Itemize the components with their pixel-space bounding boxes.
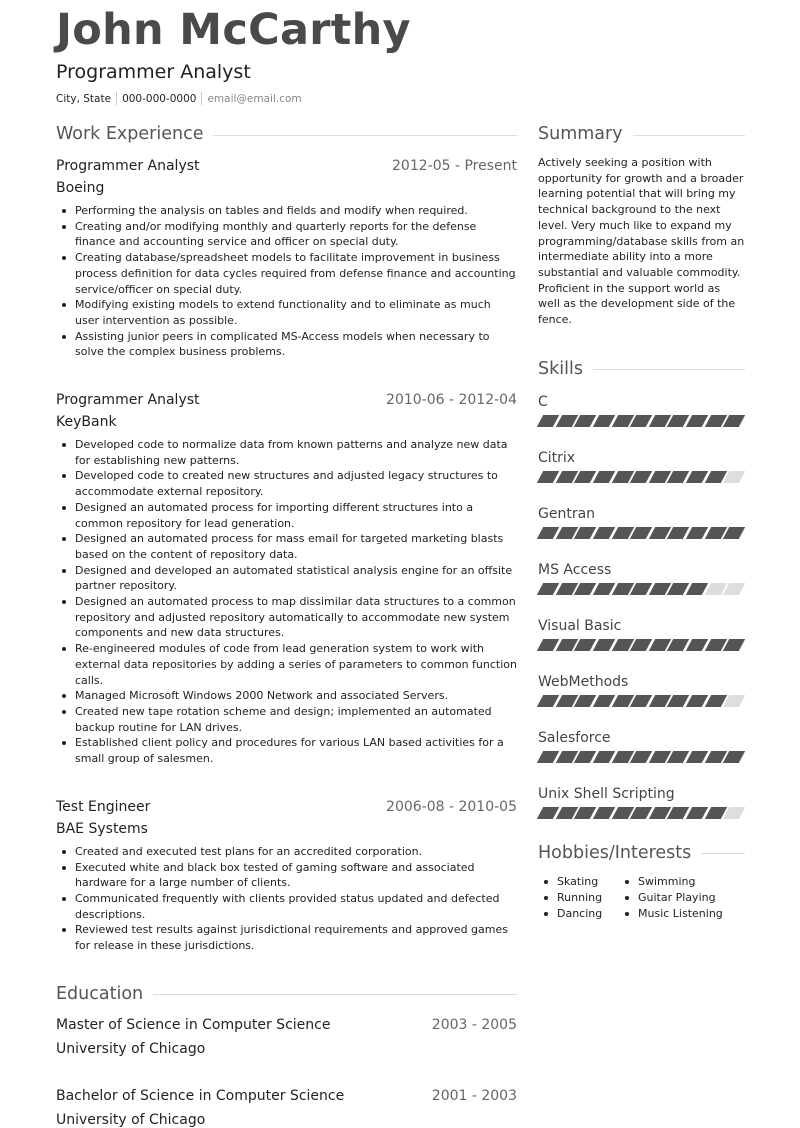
contact-line <box>56 92 756 105</box>
bullet-item: Re-engineered modules of code from lead generation system to work with external data repositories by adding a series of parameters to common function calls. <box>56 641 517 688</box>
school-name: University of Chicago <box>56 1040 206 1057</box>
hobbies-column <box>538 874 619 922</box>
job-header <box>56 797 517 817</box>
skill-item <box>538 785 745 819</box>
skill-level-bar <box>540 415 745 427</box>
skill-item <box>538 505 745 539</box>
company-name: BAE Systems <box>56 820 148 837</box>
skill-item <box>538 729 745 763</box>
education-date: 2001 - 2003 <box>431 1087 517 1104</box>
phone: 000-000-0000 <box>122 92 197 105</box>
bullet-item: Performing the analysis on tables and fields and modify when required. <box>56 203 517 219</box>
skills-list <box>538 393 745 819</box>
hobbies-heading <box>538 841 745 865</box>
skill-name: Gentran <box>538 505 596 522</box>
education-header <box>56 1086 517 1106</box>
job-date: 2006-08 - 2010-05 <box>386 798 517 815</box>
bullet-item: Designed an automated process for mass email for targeted marketing blasts based on the content of repository data. <box>56 531 517 562</box>
email[interactable]: email@email.com <box>207 92 302 105</box>
work-experience-heading <box>56 122 517 146</box>
job-list <box>56 156 517 954</box>
bullet-item: Established client policy and procedures for various LAN based activities for a small group of salesmen. <box>56 735 517 766</box>
skill-level-bar <box>540 695 745 707</box>
skill-item <box>538 561 745 595</box>
job-title: Programmer Analyst <box>56 158 200 174</box>
bullet-item: Created and executed test plans for an accredited corporation. <box>56 844 517 860</box>
skill-level-bar <box>540 807 745 819</box>
candidate-title: Programmer Analyst <box>56 61 251 83</box>
hobby-item: Skating <box>538 874 619 890</box>
contact-divider <box>116 92 117 105</box>
skill-item <box>538 449 745 483</box>
bullet-item: Communicated frequently with clients provided status updated and defected descriptions. <box>56 891 517 922</box>
section-title: Skills <box>538 358 583 379</box>
skill-name: Salesforce <box>538 729 611 746</box>
skills-heading <box>538 357 745 381</box>
section-title: Summary <box>538 124 623 144</box>
job-bullets <box>56 437 517 767</box>
hobbies-column <box>619 874 723 922</box>
skill-name: MS Access <box>538 561 612 578</box>
section-title: Hobbies/Interests <box>538 842 692 863</box>
education-heading <box>56 982 517 1006</box>
hobby-item: Guitar Playing <box>619 890 723 906</box>
skill-item <box>538 393 745 427</box>
bullet-item: Developed code to created new structures and adjusted legacy structures to accommodate external repository. <box>56 468 517 499</box>
job-bullets <box>56 203 517 360</box>
section-rule <box>633 135 745 136</box>
contact-divider <box>201 92 202 105</box>
education-entry <box>56 1015 517 1061</box>
job-entry <box>56 797 517 954</box>
job-header <box>56 390 517 410</box>
bullet-item: Assisting junior peers in complicated MS-Access models when necessary to solve the complex business problems. <box>56 329 517 360</box>
resume-header <box>56 0 756 105</box>
skill-level-bar <box>540 527 745 539</box>
hobby-item: Dancing <box>538 906 619 922</box>
skill-name: Citrix <box>538 449 576 466</box>
candidate-name: John McCarthy <box>56 5 411 55</box>
bullet-item: Creating and/or modifying monthly and quarterly reports for the defense finance and accounting service and officer on special duty. <box>56 219 517 250</box>
bullet-item: Designed an automated process for importing different structures into a common repository for lead generation. <box>56 500 517 531</box>
job-header <box>56 156 517 176</box>
summary-heading <box>538 122 745 146</box>
hobbies-list <box>538 874 745 922</box>
school-name: University of Chicago <box>56 1111 206 1128</box>
education-list <box>56 1015 517 1128</box>
education-entry <box>56 1086 517 1128</box>
hobby-item: Music Listening <box>619 906 723 922</box>
section-rule <box>213 135 517 136</box>
education-date: 2003 - 2005 <box>431 1016 517 1033</box>
skill-name: WebMethods <box>538 673 629 690</box>
bullet-item: Designed and developed an automated statistical analysis engine for an offsite partner repository. <box>56 563 517 594</box>
job-entry <box>56 390 517 767</box>
skill-name: C <box>538 393 548 410</box>
section-title: Education <box>56 983 144 1004</box>
hobby-item: Swimming <box>619 874 723 890</box>
section-rule <box>701 853 745 854</box>
skill-level-bar <box>540 751 745 763</box>
bullet-item: Created new tape rotation scheme and design; implemented an automated backup routine for LAN drives. <box>56 704 517 735</box>
company-name: Boeing <box>56 180 105 196</box>
degree: Bachelor of Science in Computer Science <box>56 1087 345 1104</box>
skill-level-bar <box>540 583 745 595</box>
section-rule <box>153 994 517 995</box>
side-column <box>538 122 745 922</box>
section-title: Work Experience <box>56 124 204 144</box>
location: City, State <box>56 92 112 105</box>
skill-item <box>538 617 745 651</box>
job-title: Programmer Analyst <box>56 392 200 409</box>
section-rule <box>593 369 745 370</box>
job-title: Test Engineer <box>56 798 151 815</box>
skill-level-bar <box>540 471 745 483</box>
skill-name: Visual Basic <box>538 617 622 634</box>
bullet-item: Modifying existing models to extend functionality and to eliminate as much user intervention as possible. <box>56 297 517 328</box>
skill-item <box>538 673 745 707</box>
job-date: 2010-06 - 2012-04 <box>386 392 517 409</box>
main-column <box>56 122 517 1128</box>
hobby-item: Running <box>538 890 619 906</box>
job-date: 2012-05 - Present <box>392 158 517 174</box>
summary-text: Actively seeking a position with opportunity for growth and a broader learning potential that will bring my technical background to the next level. Very much like to expand my programming/database skills from an intermediate ability into a more substantial and valuable commodity. Proficient in the support world as well as the development side of the fence. <box>538 156 745 327</box>
skill-level-bar <box>540 639 745 651</box>
bullet-item: Designed an automated process to map dissimilar data structures to a common repository and adjusted repository automatically to accommodate new system components and new data structures. <box>56 594 517 641</box>
degree: Master of Science in Computer Science <box>56 1016 331 1033</box>
company-name: KeyBank <box>56 414 117 431</box>
job-entry <box>56 156 517 360</box>
job-bullets <box>56 844 517 954</box>
skill-name: Unix Shell Scripting <box>538 785 675 802</box>
bullet-item: Reviewed test results against jurisdictional requirements and approved games for release in these jurisdictions. <box>56 922 517 953</box>
bullet-item: Developed code to normalize data from known patterns and analyze new data for establishing new patterns. <box>56 437 517 468</box>
bullet-item: Creating database/spreadsheet models to facilitate improvement in business process definition for data cycles required from defense finance and accounting service/officer on special duty. <box>56 250 517 297</box>
bullet-item: Managed Microsoft Windows 2000 Network and associated Servers. <box>56 688 517 704</box>
bullet-item: Executed white and black box tested of gaming software and associated hardware for a large number of clients. <box>56 860 517 891</box>
education-header <box>56 1015 517 1035</box>
